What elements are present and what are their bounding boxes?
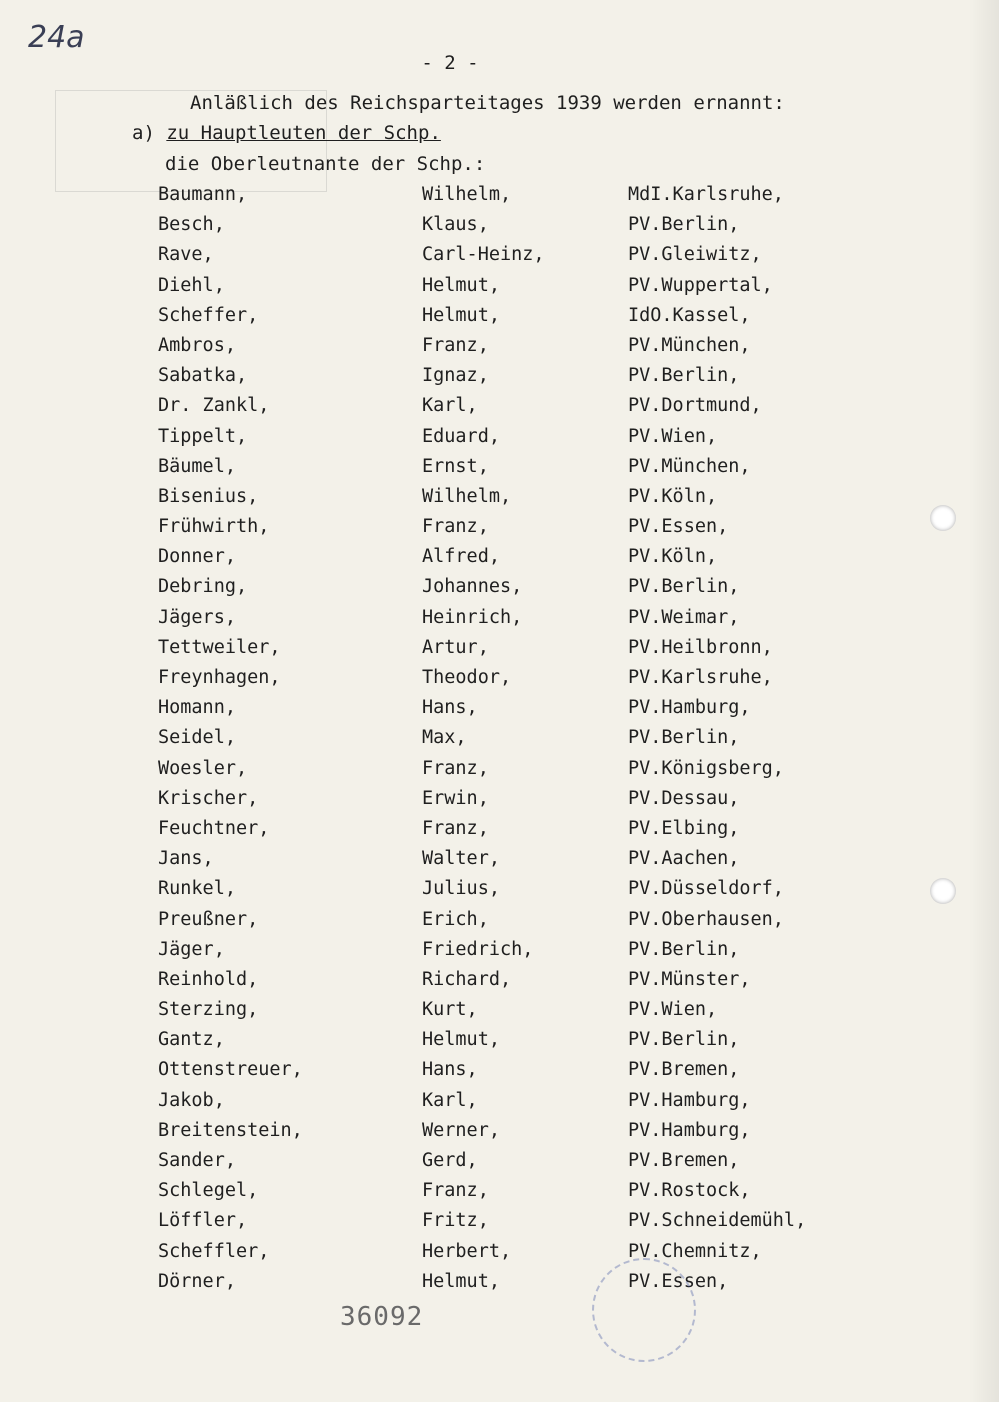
first-name: Erwin,: [422, 787, 489, 809]
surname: Bäumel,: [158, 455, 236, 477]
first-name: Franz,: [422, 516, 489, 538]
surname: Besch,: [158, 214, 225, 236]
roster-row: [150, 426, 850, 456]
first-name: Wilhelm,: [422, 485, 512, 507]
first-name: Franz,: [422, 1180, 489, 1202]
roster-row: [150, 576, 850, 606]
unit-name: PV.Essen,: [628, 516, 729, 538]
roster-row: [150, 1180, 850, 1210]
unit-name: PV.Berlin,: [628, 214, 740, 236]
first-name: Klaus,: [422, 214, 489, 236]
roster-row: [150, 335, 850, 365]
unit-name: PV.Berlin,: [628, 938, 740, 960]
first-name: Herbert,: [422, 1240, 512, 1262]
paper-edge-shadow: [969, 0, 999, 1402]
unit-name: PV.Dessau,: [628, 787, 740, 809]
first-name: Carl-Heinz,: [422, 244, 545, 266]
unit-name: PV.Bremen,: [628, 1059, 740, 1081]
surname: Krischer,: [158, 787, 259, 809]
roster-row: [150, 607, 850, 637]
unit-name: PV.Hamburg,: [628, 1119, 751, 1141]
surname: Schlegel,: [158, 1180, 259, 1202]
roster-row: [150, 999, 850, 1029]
surname: Feuchtner,: [158, 817, 270, 839]
surname: Ambros,: [158, 334, 236, 356]
surname: Jans,: [158, 848, 214, 870]
surname: Löffler,: [158, 1210, 248, 1232]
roster-row: [150, 878, 850, 908]
surname: Scheffler,: [158, 1240, 270, 1262]
punch-hole: [930, 878, 956, 904]
unit-name: PV.Heilbronn,: [628, 636, 773, 658]
roster-intro: die Oberleutnante der Schp.:: [165, 153, 486, 175]
unit-name: PV.Essen,: [628, 1270, 729, 1292]
roster-row: [150, 305, 850, 335]
surname: Scheffer,: [158, 304, 259, 326]
roster-row: [150, 486, 850, 516]
surname: Homann,: [158, 697, 236, 719]
stamp-seal: [592, 1258, 696, 1362]
roster-row: [150, 546, 850, 576]
unit-name: IdO.Kassel,: [628, 304, 751, 326]
first-name: Franz,: [422, 757, 489, 779]
page-number: - 2 -: [421, 52, 479, 74]
surname: Seidel,: [158, 727, 236, 749]
first-name: Richard,: [422, 968, 512, 990]
unit-name: PV.Chemnitz,: [628, 1240, 762, 1262]
first-name: Franz,: [422, 817, 489, 839]
first-name: Heinrich,: [422, 606, 523, 628]
first-name: Hans,: [422, 1059, 478, 1081]
unit-name: PV.Königsberg,: [628, 757, 784, 779]
roster-row: [150, 727, 850, 757]
unit-name: PV.Oberhausen,: [628, 908, 784, 930]
unit-name: PV.München,: [628, 334, 751, 356]
document-number: 36092: [340, 1302, 424, 1332]
first-name: Walter,: [422, 848, 500, 870]
unit-name: PV.Weimar,: [628, 606, 740, 628]
section-title: zu Hauptleuten der Schp.: [166, 122, 441, 144]
roster-row: [150, 1029, 850, 1059]
page-heading: Anläßlich des Reichsparteitages 1939 werden ernannt:: [190, 92, 785, 114]
first-name: Ignaz,: [422, 365, 489, 387]
roster-row: [150, 1120, 850, 1150]
first-name: Helmut,: [422, 274, 500, 296]
first-name: Karl,: [422, 395, 478, 417]
unit-name: PV.Köln,: [628, 485, 718, 507]
surname: Diehl,: [158, 274, 225, 296]
roster-row: [150, 667, 850, 697]
first-name: Kurt,: [422, 999, 478, 1021]
first-name: Alfred,: [422, 546, 500, 568]
surname: Tippelt,: [158, 425, 248, 447]
surname: Gantz,: [158, 1029, 225, 1051]
roster-row: [150, 909, 850, 939]
roster-row: [150, 516, 850, 546]
unit-name: PV.Karlsruhe,: [628, 667, 773, 688]
first-name: Fritz,: [422, 1210, 489, 1232]
roster-row: [150, 395, 850, 425]
unit-name: PV.Bremen,: [628, 1150, 740, 1171]
surname: Freynhagen,: [158, 667, 281, 688]
roster-row: [150, 214, 850, 244]
first-name: Theodor,: [422, 667, 512, 688]
unit-name: PV.Düsseldorf,: [628, 878, 784, 900]
roster-row: [150, 1150, 850, 1180]
unit-name: PV.Berlin,: [628, 576, 740, 598]
first-name: Karl,: [422, 1089, 478, 1111]
first-name: Franz,: [422, 334, 489, 356]
roster-row: [150, 697, 850, 727]
unit-name: PV.Hamburg,: [628, 697, 751, 719]
surname: Preußner,: [158, 908, 259, 930]
surname: Woesler,: [158, 757, 248, 779]
surname: Jägers,: [158, 606, 236, 628]
surname: Rave,: [158, 244, 214, 266]
surname: Sander,: [158, 1150, 236, 1171]
first-name: Max,: [422, 727, 467, 749]
first-name: Helmut,: [422, 1270, 500, 1292]
unit-name: PV.Berlin,: [628, 1029, 740, 1051]
surname: Dörner,: [158, 1270, 236, 1292]
roster-row: [150, 969, 850, 999]
first-name: Erich,: [422, 908, 489, 930]
punch-hole: [930, 505, 956, 531]
unit-name: PV.Berlin,: [628, 727, 740, 749]
surname: Runkel,: [158, 878, 236, 900]
roster-row: [150, 1090, 850, 1120]
roster-row: [150, 788, 850, 818]
surname: Bisenius,: [158, 485, 259, 507]
appointment-roster: [150, 184, 850, 1301]
section-marker: a): [132, 122, 155, 144]
first-name: Johannes,: [422, 576, 523, 598]
unit-name: PV.Gleiwitz,: [628, 244, 762, 266]
first-name: Gerd,: [422, 1150, 478, 1171]
surname: Breitenstein,: [158, 1119, 303, 1141]
unit-name: PV.Wuppertal,: [628, 274, 773, 296]
first-name: Werner,: [422, 1119, 500, 1141]
unit-name: PV.Schneidemühl,: [628, 1210, 807, 1232]
unit-name: PV.München,: [628, 455, 751, 477]
roster-row: [150, 939, 850, 969]
unit-name: PV.Rostock,: [628, 1180, 751, 1202]
surname: Reinhold,: [158, 968, 259, 990]
surname: Frühwirth,: [158, 516, 270, 538]
roster-row: [150, 818, 850, 848]
first-name: Hans,: [422, 697, 478, 719]
roster-row: [150, 244, 850, 274]
first-name: Julius,: [422, 878, 500, 900]
first-name: Helmut,: [422, 304, 500, 326]
first-name: Friedrich,: [422, 938, 534, 960]
roster-row: [150, 184, 850, 214]
first-name: Ernst,: [422, 455, 489, 477]
roster-row: [150, 637, 850, 667]
surname: Jakob,: [158, 1089, 225, 1111]
surname: Sabatka,: [158, 365, 248, 387]
surname: Donner,: [158, 546, 236, 568]
roster-row: [150, 758, 850, 788]
first-name: Eduard,: [422, 425, 500, 447]
section-subheading: [132, 122, 441, 144]
unit-name: PV.Dortmund,: [628, 395, 762, 417]
surname: Dr. Zankl,: [158, 395, 270, 417]
roster-row: [150, 275, 850, 305]
surname: Tettweiler,: [158, 636, 281, 658]
roster-row: [150, 365, 850, 395]
roster-row: [150, 456, 850, 486]
roster-row: [150, 1241, 850, 1271]
roster-row: [150, 1059, 850, 1089]
roster-row: [150, 1271, 850, 1301]
first-name: Wilhelm,: [422, 184, 512, 205]
handwritten-note: 24a: [28, 20, 85, 55]
unit-name: PV.Hamburg,: [628, 1089, 751, 1111]
unit-name: PV.Münster,: [628, 968, 751, 990]
surname: Debring,: [158, 576, 248, 598]
unit-name: PV.Köln,: [628, 546, 718, 568]
roster-row: [150, 848, 850, 878]
unit-name: PV.Wien,: [628, 425, 718, 447]
first-name: Artur,: [422, 636, 489, 658]
surname: Sterzing,: [158, 999, 259, 1021]
unit-name: PV.Wien,: [628, 999, 718, 1021]
unit-name: MdI.Karlsruhe,: [628, 184, 784, 205]
surname: Baumann,: [158, 184, 248, 205]
unit-name: PV.Elbing,: [628, 817, 740, 839]
surname: Jäger,: [158, 938, 225, 960]
unit-name: PV.Aachen,: [628, 848, 740, 870]
surname: Ottenstreuer,: [158, 1059, 303, 1081]
unit-name: PV.Berlin,: [628, 365, 740, 387]
roster-row: [150, 1210, 850, 1240]
first-name: Helmut,: [422, 1029, 500, 1051]
